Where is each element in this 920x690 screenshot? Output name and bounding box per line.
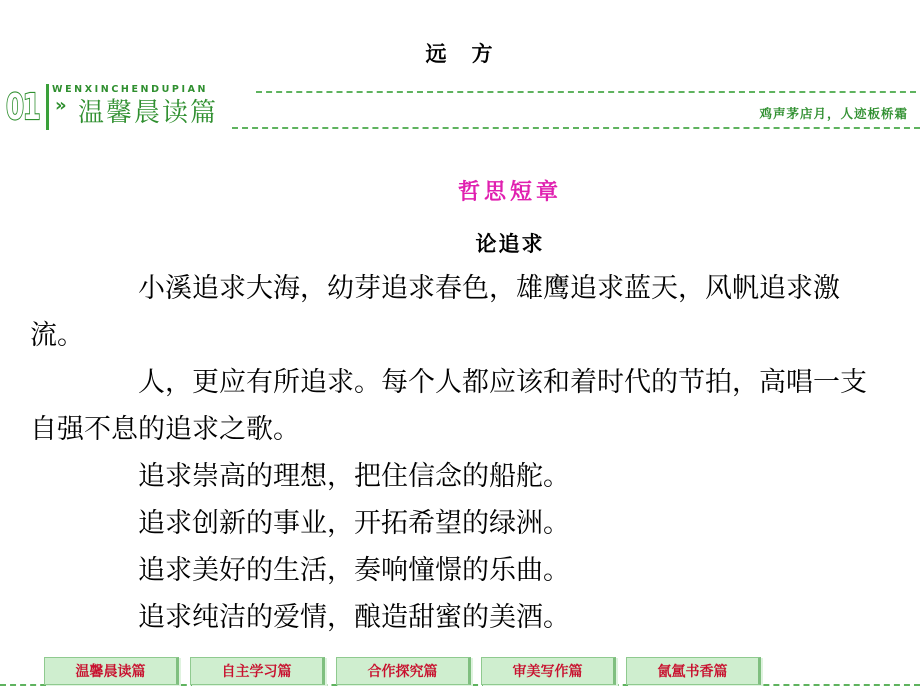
header-dashed-line-top	[256, 91, 916, 93]
nav-tab-book-fragrance[interactable]: 氤氲书香篇	[626, 657, 761, 685]
essay-paragraph: 追求创新的事业，开拓希望的绿洲。	[138, 508, 570, 539]
essay-paragraph: 追求纯洁的爱情，酿造甜蜜的美酒。	[138, 602, 570, 633]
nav-tab-self-study[interactable]: 自主学习篇	[190, 657, 325, 685]
header-dashed-line-bottom	[232, 127, 920, 129]
essay-paragraph: 小溪追求大海，幼芽追求春色，雄鹰追求蓝天，风帆追求激流。	[30, 273, 840, 351]
page-title: 远 方	[425, 41, 495, 66]
essay-paragraph: 人，更应有所追求。每个人都应该和着时代的节拍，高唱一支自强不息的追求之歌。	[30, 367, 867, 445]
nav-tab-aesthetic-writing[interactable]: 审美写作篇	[481, 657, 616, 685]
section-number: 01	[6, 87, 40, 128]
essay-title: 论追求	[475, 231, 545, 256]
section-pinyin: WENXINCHENDUPIAN	[52, 84, 209, 95]
essay-paragraph: 追求美好的生活，奏响憧憬的乐曲。	[138, 555, 570, 586]
essay-paragraph: 追求崇高的理想，把住信念的船舵。	[138, 461, 570, 492]
poem-line: 鸡声茅店月，人迹板桥霜	[759, 106, 908, 121]
section-divider	[46, 84, 49, 130]
nav-tab-morning-reading[interactable]: 温馨晨读篇	[44, 657, 179, 685]
category-heading: 哲思短章	[457, 179, 562, 205]
double-chevron-icon: »	[55, 95, 67, 116]
section-title: 温馨晨读篇	[78, 98, 219, 128]
essay-body	[30, 265, 892, 641]
nav-tab-cooperative-inquiry[interactable]: 合作探究篇	[336, 657, 471, 685]
